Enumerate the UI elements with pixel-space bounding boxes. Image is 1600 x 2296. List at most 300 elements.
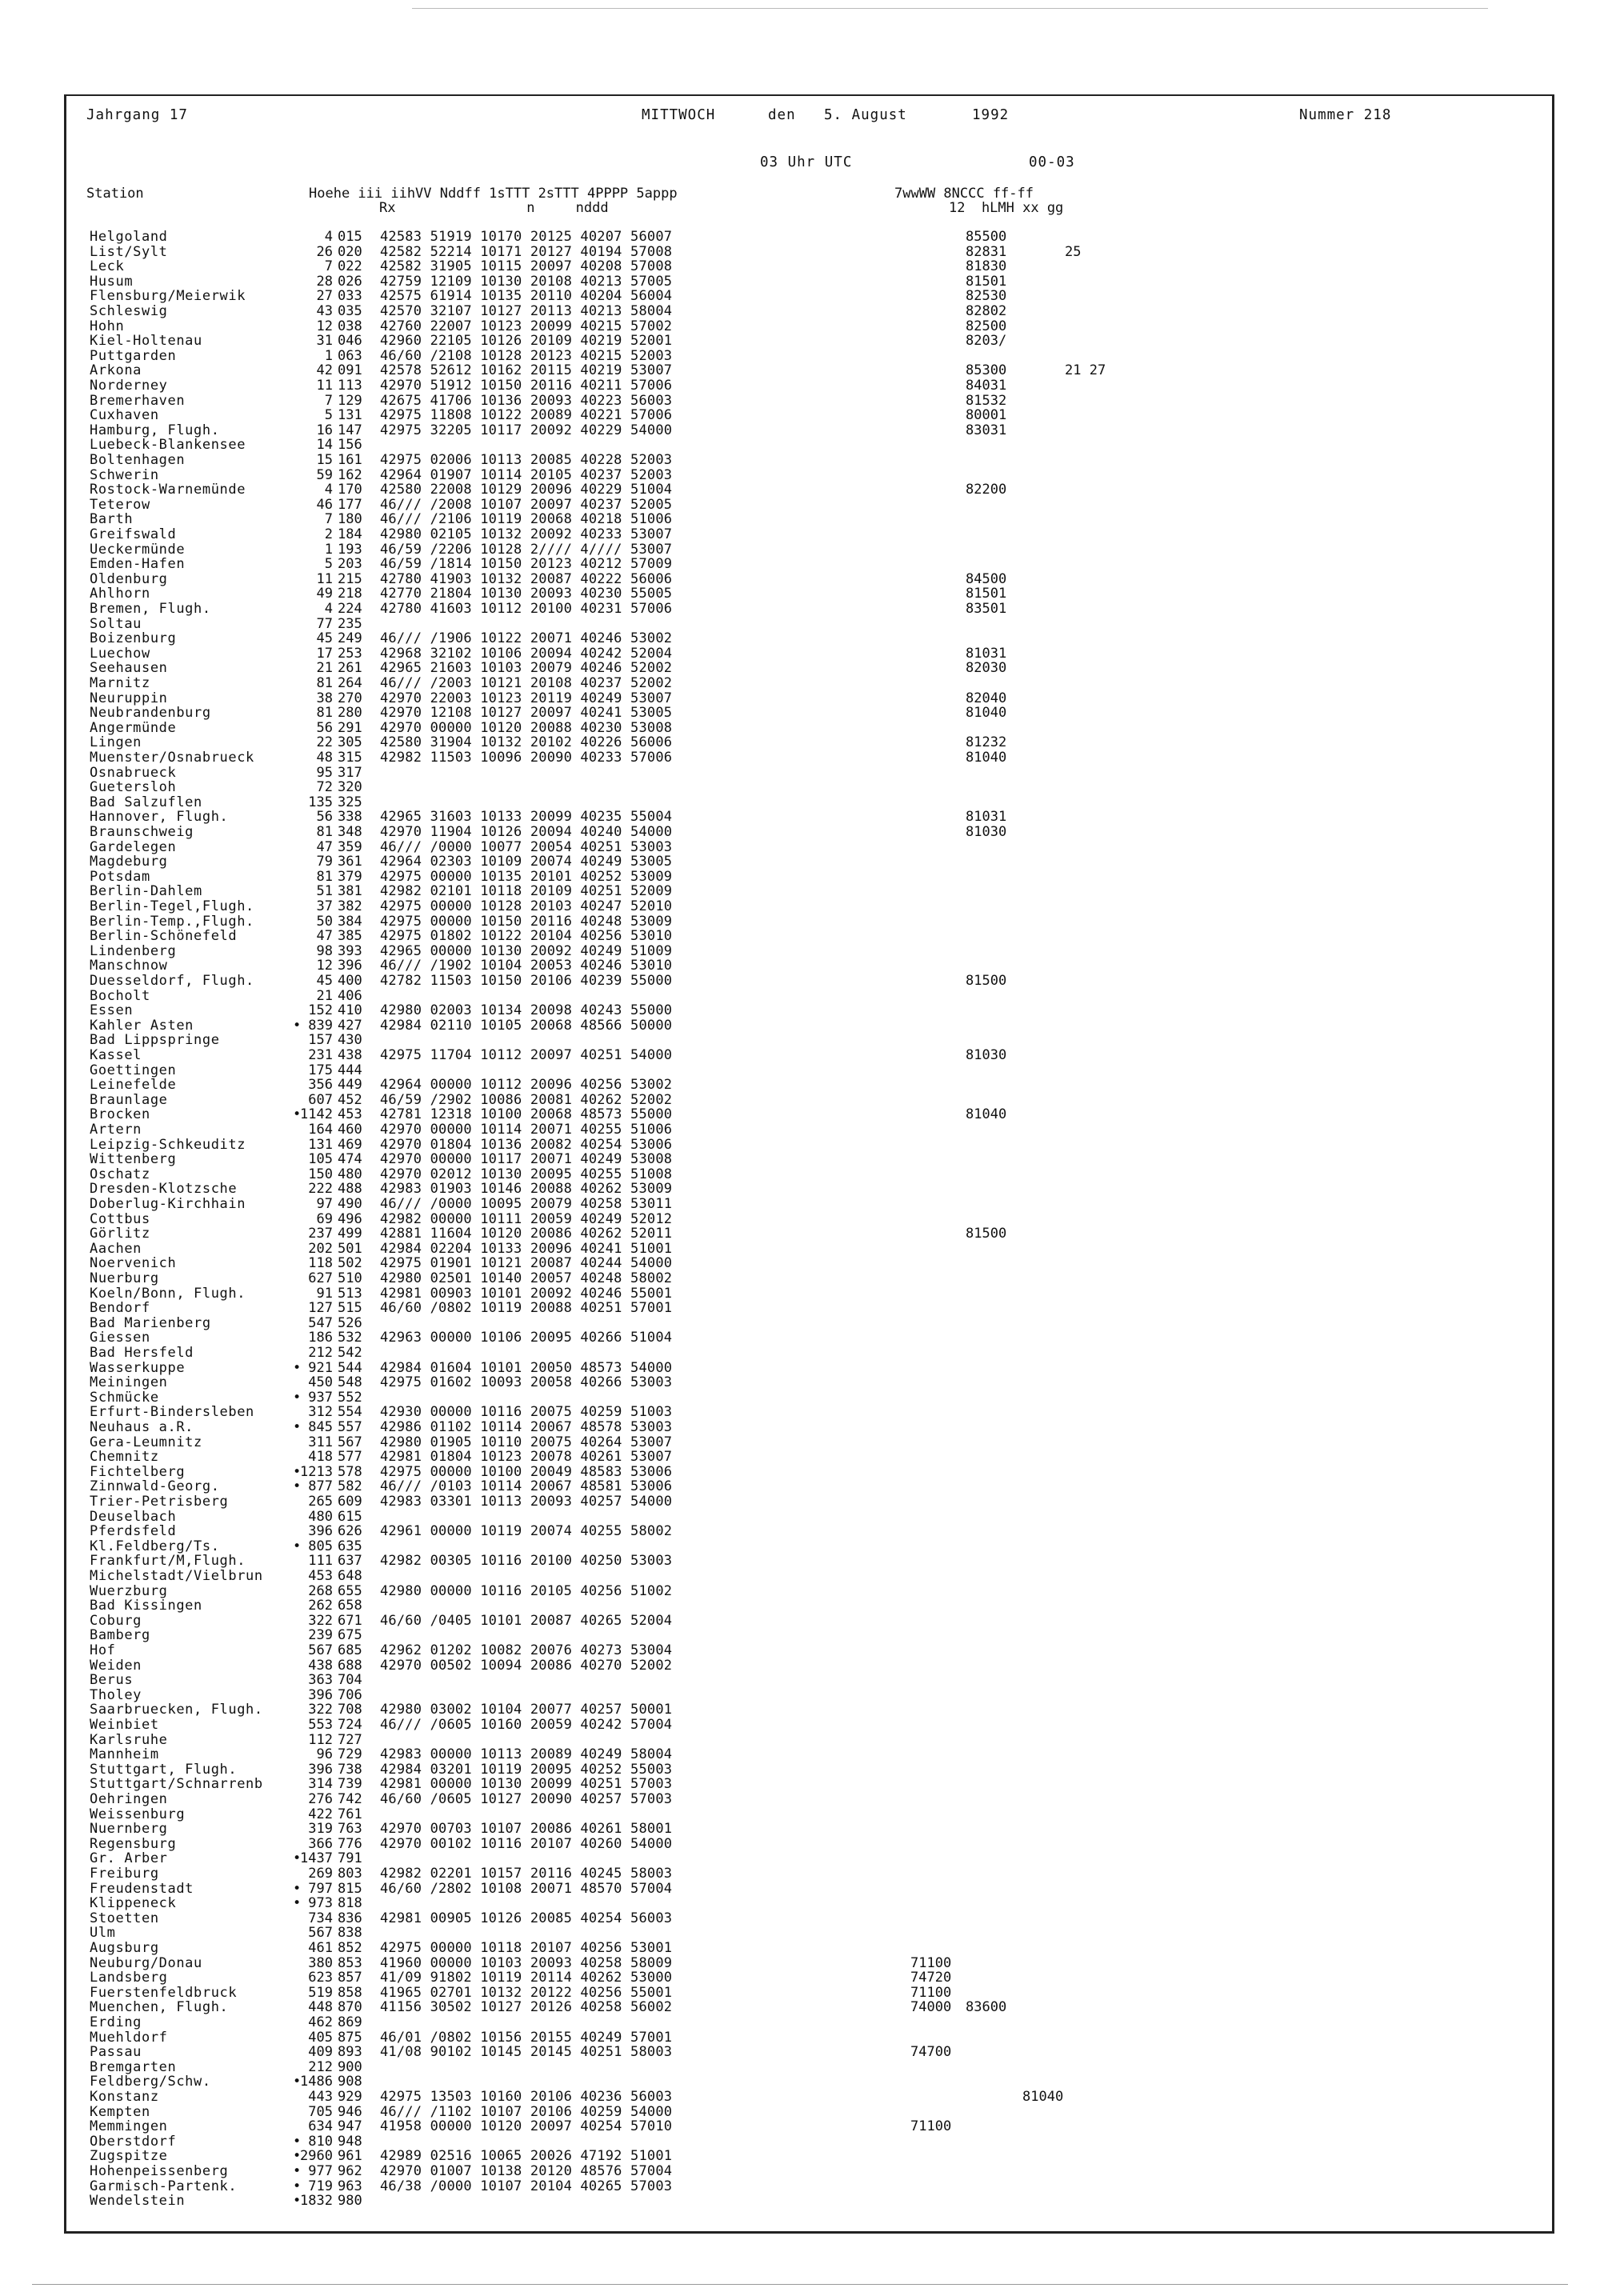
station-name: Doberlug-Kirchhain: [90, 1196, 246, 1212]
table-row: [0, 438, 1600, 453]
station-index: 948: [338, 2133, 362, 2150]
table-row: [0, 1986, 1600, 2001]
station-height: 21: [316, 987, 333, 1004]
station-index: 315: [338, 750, 362, 766]
group-8NCCC: 82040: [966, 690, 1007, 706]
station-name: Bremen, Flugh.: [90, 601, 211, 617]
station-height: 12: [316, 958, 333, 974]
station-height: 1: [324, 541, 333, 558]
group-8NCCC: 81030: [966, 824, 1007, 840]
station-name: Coburg: [90, 1612, 142, 1629]
group-8NCCC: 83501: [966, 601, 1007, 617]
station-height: 237: [308, 1226, 333, 1242]
table-row: [0, 512, 1600, 527]
station-name: Schleswig: [90, 303, 168, 319]
group-8NCCC: 81501: [966, 586, 1007, 602]
station-index: 270: [338, 690, 362, 706]
group-8NCCC: 81031: [966, 645, 1007, 662]
station-name: Dresden-Klotzsche: [90, 1181, 238, 1198]
station-name: Hannover, Flugh.: [90, 809, 229, 826]
table-row: [0, 1152, 1600, 1167]
table-row: [0, 245, 1600, 260]
table-row: [0, 408, 1600, 423]
table-row: [0, 2179, 1600, 2194]
station-height: 27: [316, 288, 333, 305]
station-name: Kiel-Holtenau: [90, 333, 202, 350]
station-index: 235: [338, 615, 362, 632]
station-index: 261: [338, 660, 362, 677]
station-index: 193: [338, 541, 362, 558]
synop-groups: 42970 00502 10094 20086 40270 52002: [380, 1657, 673, 1674]
group-7wwWW: 74000: [910, 1999, 952, 2016]
station-index: 870: [338, 1999, 362, 2016]
table-row: [0, 929, 1600, 944]
station-height: 805: [308, 1538, 333, 1554]
table-row: [0, 646, 1600, 662]
code-column-subheaders: Rx n nddd: [379, 200, 609, 216]
table-row: [0, 1167, 1600, 1182]
table-row: [0, 1762, 1600, 1778]
station-name: Schmücke: [90, 1389, 159, 1406]
station-height: 553: [308, 1717, 333, 1733]
synop-groups: 42782 11503 10150 20106 40239 55000: [380, 973, 673, 989]
station-name: Leinefelde: [90, 1077, 177, 1094]
mountain-marker: •: [293, 1538, 302, 1554]
station-index: 791: [338, 1850, 362, 1867]
synop-groups: 46/60 /0405 10101 20087 40265 52004: [380, 1612, 673, 1629]
station-height: 462: [308, 2014, 333, 2030]
group-8NCCC: 82831: [966, 243, 1007, 260]
extra-column-subheaders: 12 hLMH xx gg: [949, 200, 1064, 216]
station-index: 033: [338, 288, 362, 305]
table-row: [0, 1107, 1600, 1122]
synop-groups: 42780 41903 10132 20087 40222 56006: [380, 570, 673, 587]
station-name: Osnabrueck: [90, 764, 177, 781]
synop-groups: 42980 02105 10132 20092 40233 53007: [380, 526, 673, 542]
station-height: 47: [316, 838, 333, 855]
station-index: 635: [338, 1538, 362, 1554]
mountain-marker: •: [293, 1106, 302, 1123]
station-index: 161: [338, 452, 362, 468]
station-height: 312: [308, 1404, 333, 1421]
station-height: 186: [308, 1330, 333, 1346]
station-name: Oldenburg: [90, 570, 168, 587]
station-index: 325: [338, 794, 362, 810]
mountain-marker: •: [293, 2178, 302, 2194]
table-row: [0, 2045, 1600, 2060]
synop-groups: 42970 12108 10127 20097 40241 53005: [380, 705, 673, 722]
table-row: [0, 1569, 1600, 1584]
group-8NCCC: 84500: [966, 570, 1007, 587]
station-height: 164: [308, 1122, 333, 1138]
station-index: 063: [338, 347, 362, 364]
station-index: 567: [338, 1434, 362, 1450]
station-name: Neuruppin: [90, 690, 168, 706]
synop-groups: 42970 01007 10138 20120 48576 57004: [380, 2163, 673, 2179]
synop-groups: 42582 52214 10171 20127 40194 57008: [380, 243, 673, 260]
weekday-label: MITTWOCH: [642, 107, 716, 123]
table-row: [0, 1837, 1600, 1852]
station-height: 43: [316, 303, 333, 319]
station-height: 50: [316, 913, 333, 930]
station-height: 16: [316, 422, 333, 438]
table-row: [0, 661, 1600, 676]
station-height: 56: [316, 719, 333, 736]
table-row: [0, 1956, 1600, 1971]
table-row: [0, 1807, 1600, 1822]
station-index: 557: [338, 1419, 362, 1435]
station-name: Potsdam: [90, 868, 150, 885]
synop-groups: 46/60 /0605 10127 20090 40257 57003: [380, 1791, 673, 1807]
station-index: 177: [338, 496, 362, 513]
table-row: [0, 1256, 1600, 1271]
station-height: 81: [316, 705, 333, 722]
station-name: Wittenberg: [90, 1151, 177, 1168]
station-height: 2960: [300, 2148, 333, 2165]
table-row: [0, 899, 1600, 914]
synop-groups: 42962 01202 10082 20076 40273 53004: [380, 1642, 673, 1658]
station-index: 393: [338, 942, 362, 959]
station-height: 97: [316, 1196, 333, 1212]
station-name: Bremgarten: [90, 2058, 177, 2075]
synop-groups: 42981 00000 10130 20099 40251 57003: [380, 1776, 673, 1793]
station-name: Seehausen: [90, 660, 168, 677]
station-name: Leipzig-Schkeuditz: [90, 1136, 246, 1153]
synop-groups: 46/// /1906 10122 20071 40246 53002: [380, 630, 673, 647]
station-index: 763: [338, 1821, 362, 1838]
station-index: 893: [338, 2044, 362, 2061]
station-name: Berlin-Dahlem: [90, 883, 202, 900]
station-index: 836: [338, 1910, 362, 1926]
synop-groups: 42981 00903 10101 20092 40246 55001: [380, 1285, 673, 1302]
mountain-marker: •: [293, 1478, 302, 1495]
table-row: [0, 631, 1600, 646]
station-index: 727: [338, 1731, 362, 1748]
synop-groups: 42970 22003 10123 20119 40249 53007: [380, 690, 673, 706]
synop-groups: 46/// /0103 10114 20067 48581 53006: [380, 1478, 673, 1495]
station-index: 264: [338, 675, 362, 691]
synop-groups: 42570 32107 10127 20113 40213 58004: [380, 303, 673, 319]
station-index: 162: [338, 466, 362, 483]
synop-groups: 42975 00000 10100 20049 48583 53006: [380, 1463, 673, 1480]
station-name: Braunlage: [90, 1091, 168, 1108]
station-height: 409: [308, 2044, 333, 2061]
volume-label: Jahrgang 17: [86, 107, 188, 123]
table-row: [0, 1882, 1600, 1897]
station-index: 381: [338, 883, 362, 900]
synop-groups: 42970 02012 10130 20095 40255 51008: [380, 1166, 673, 1182]
table-row: [0, 884, 1600, 899]
station-name: Landsberg: [90, 1970, 168, 1986]
synop-groups: 42580 22008 10129 20096 40229 51004: [380, 482, 673, 498]
synop-groups: 42975 11808 10122 20089 40221 57006: [380, 407, 673, 424]
station-height: 634: [308, 2118, 333, 2135]
group-7wwWW: 71100: [910, 1984, 952, 2001]
station-index: 501: [338, 1240, 362, 1257]
station-name: Gr. Arber: [90, 1850, 168, 1867]
station-name: Boizenburg: [90, 630, 177, 647]
mountain-marker: •: [293, 1389, 302, 1406]
station-name: Stuttgart/Schnarrenb: [90, 1776, 263, 1793]
station-height: 42: [316, 362, 333, 379]
table-row: [0, 586, 1600, 602]
table-row: [0, 721, 1600, 736]
table-row: [0, 1242, 1600, 1257]
group-8NCCC: 81040: [966, 1106, 1007, 1123]
table-row: [0, 617, 1600, 632]
station-index: 908: [338, 2074, 362, 2090]
station-name: Duesseldorf, Flugh.: [90, 973, 254, 989]
table-row: [0, 989, 1600, 1004]
table-row: [0, 1226, 1600, 1242]
synop-groups: 42975 00000 10118 20107 40256 53001: [380, 1940, 673, 1956]
station-name: Helgoland: [90, 229, 168, 245]
station-index: 761: [338, 1806, 362, 1822]
synop-groups: 42970 00102 10116 20107 40260 54000: [380, 1835, 673, 1852]
synop-groups: 46/// /0000 10077 20054 40251 53003: [380, 838, 673, 855]
station-height: 705: [308, 2103, 333, 2120]
synop-groups: 42970 00703 10107 20086 40261 58001: [380, 1821, 673, 1838]
table-row: [0, 1688, 1600, 1703]
station-height: 405: [308, 2029, 333, 2046]
station-name: Passau: [90, 2044, 142, 2061]
station-height: 1213: [300, 1463, 333, 1480]
synop-groups: 42575 61914 10135 20110 40204 56004: [380, 288, 673, 305]
station-height: 47: [316, 928, 333, 945]
station-height: 38: [316, 690, 333, 706]
synop-groups: 42980 03002 10104 20077 40257 50001: [380, 1702, 673, 1718]
group-8NCCC: 82200: [966, 482, 1007, 498]
table-row: [0, 1658, 1600, 1674]
station-index: 359: [338, 838, 362, 855]
station-name: Kempten: [90, 2103, 150, 2120]
table-row: [0, 2194, 1600, 2209]
station-height: 607: [308, 1091, 333, 1108]
station-index: 091: [338, 362, 362, 379]
table-row: [0, 1941, 1600, 1956]
station-name: Muehldorf: [90, 2029, 168, 2046]
station-name: Berus: [90, 1672, 134, 1689]
station-height: 977: [308, 2163, 333, 2179]
station-height: 81: [316, 868, 333, 885]
synop-groups: 42582 31905 10115 20097 40208 57008: [380, 258, 673, 275]
station-name: Fuerstenfeldbruck: [90, 1984, 238, 2001]
station-index: 542: [338, 1345, 362, 1361]
group-8NCCC: 85500: [966, 229, 1007, 245]
station-height: 797: [308, 1880, 333, 1897]
table-row: [0, 974, 1600, 989]
station-height: 314: [308, 1776, 333, 1793]
station-index: 180: [338, 511, 362, 528]
station-index: 637: [338, 1553, 362, 1570]
station-height: 202: [308, 1240, 333, 1257]
synop-groups: 42975 11704 10112 20097 40251 54000: [380, 1047, 673, 1063]
station-name: Bendorf: [90, 1300, 150, 1317]
table-row: [0, 1524, 1600, 1539]
table-row: [0, 1003, 1600, 1018]
station-index: 499: [338, 1226, 362, 1242]
station-index: 738: [338, 1761, 362, 1778]
station-name: Oberstdorf: [90, 2133, 177, 2150]
mountain-marker: •: [293, 1880, 302, 1897]
synop-groups: 42960 22105 10126 20109 40219 52001: [380, 333, 673, 350]
station-index: 900: [338, 2058, 362, 2075]
station-name: Berlin-Temp.,Flugh.: [90, 913, 254, 930]
station-index: 513: [338, 1285, 362, 1302]
station-name: Stuttgart, Flugh.: [90, 1761, 238, 1778]
station-name: Ulm: [90, 1925, 116, 1942]
station-index: 253: [338, 645, 362, 662]
station-height: 1437: [300, 1850, 333, 1867]
synop-groups: 42982 02201 10157 20116 40245 58003: [380, 1866, 673, 1882]
station-height: 262: [308, 1598, 333, 1614]
synop-groups: 42975 00000 10150 20116 40248 53009: [380, 913, 673, 930]
station-name: Luechow: [90, 645, 150, 662]
station-height: 239: [308, 1627, 333, 1644]
station-index: 946: [338, 2103, 362, 2120]
station-height: 396: [308, 1761, 333, 1778]
group-7wwWW: 71100: [910, 2118, 952, 2135]
station-height: 4: [324, 601, 333, 617]
station-index: 460: [338, 1122, 362, 1138]
station-height: 380: [308, 1954, 333, 1971]
synop-groups: 42583 51919 10170 20125 40207 56007: [380, 229, 673, 245]
station-name: Lingen: [90, 734, 142, 751]
station-height: 418: [308, 1449, 333, 1466]
station-height: 448: [308, 1999, 333, 2016]
station-index: 026: [338, 273, 362, 290]
station-height: 56: [316, 809, 333, 826]
synop-groups: 42981 01804 10123 20078 40261 53007: [380, 1449, 673, 1466]
station-index: 348: [338, 824, 362, 840]
synop-groups: 42984 02204 10133 20096 40241 51001: [380, 1240, 673, 1257]
scan-edge-top: [412, 8, 1488, 9]
synop-groups: 46/// /2003 10121 20108 40237 52002: [380, 675, 673, 691]
station-name: Erding: [90, 2014, 142, 2030]
mountain-marker: •: [293, 2133, 302, 2150]
table-row: [0, 2119, 1600, 2134]
table-row: [0, 1970, 1600, 1986]
table-row: [0, 378, 1600, 394]
station-index: 947: [338, 2118, 362, 2135]
station-name: Kassel: [90, 1047, 142, 1063]
synop-groups: 42970 00000 10120 20088 40230 53008: [380, 719, 673, 736]
station-name: Zinnwald-Georg.: [90, 1478, 220, 1495]
synop-groups: 42970 01804 10136 20082 40254 53006: [380, 1136, 673, 1153]
synop-groups: 42970 11904 10126 20094 40240 54000: [380, 824, 673, 840]
mountain-marker: •: [293, 2163, 302, 2179]
synop-groups: 41965 02701 10132 20122 40256 55001: [380, 1984, 673, 2001]
station-index: 852: [338, 1940, 362, 1956]
station-height: 366: [308, 1835, 333, 1852]
group-8NCCC: 83600: [966, 1999, 1007, 2016]
station-name: Bad Marienberg: [90, 1314, 211, 1331]
station-name: Goettingen: [90, 1062, 177, 1078]
station-index: 688: [338, 1657, 362, 1674]
station-height: 105: [308, 1151, 333, 1168]
synop-groups: 42675 41706 10136 20093 40223 56003: [380, 392, 673, 409]
table-row: [0, 259, 1600, 274]
station-name: Weinbiet: [90, 1717, 159, 1733]
table-row: [0, 1182, 1600, 1197]
synop-groups: 41/08 90102 10145 20145 40251 58003: [380, 2044, 673, 2061]
station-height: 69: [316, 1210, 333, 1227]
synop-groups: 46/// /1102 10107 20106 40259 54000: [380, 2103, 673, 2120]
table-row: [0, 2060, 1600, 2075]
station-name: Manschnow: [90, 958, 168, 974]
table-row: [0, 1330, 1600, 1346]
table-row: [0, 304, 1600, 319]
station-height: 480: [308, 1508, 333, 1525]
station-index: 961: [338, 2148, 362, 2165]
station-name: Arkona: [90, 362, 142, 379]
station-height: 222: [308, 1181, 333, 1198]
station-index: 215: [338, 570, 362, 587]
table-row: [0, 1122, 1600, 1138]
station-name: Trier-Petrisberg: [90, 1494, 229, 1510]
station-height: 1142: [300, 1106, 333, 1123]
station-index: 526: [338, 1314, 362, 1331]
station-height: 175: [308, 1062, 333, 1078]
table-row: [0, 780, 1600, 795]
station-index: 384: [338, 913, 362, 930]
station-name: Lindenberg: [90, 942, 177, 959]
station-height: 623: [308, 1970, 333, 1986]
synop-groups: 46/59 /2206 10128 2//// 4//// 53007: [380, 541, 673, 558]
station-index: 438: [338, 1047, 362, 1063]
station-height: 547: [308, 1314, 333, 1331]
station-index: 129: [338, 392, 362, 409]
mountain-marker: •: [293, 2148, 302, 2165]
station-index: 582: [338, 1478, 362, 1495]
station-index: 858: [338, 1984, 362, 2001]
station-index: 382: [338, 898, 362, 914]
table-row: [0, 2149, 1600, 2164]
station-height: 77: [316, 615, 333, 632]
synop-groups: 46/60 /2108 10128 20123 40215 52003: [380, 347, 673, 364]
station-name: Brocken: [90, 1106, 150, 1123]
synop-groups: 46/// /2106 10119 20068 40218 51006: [380, 511, 673, 528]
station-name: Magdeburg: [90, 854, 168, 870]
station-name: Kl.Feldberg/Ts.: [90, 1538, 220, 1554]
station-index: 490: [338, 1196, 362, 1212]
table-row: [0, 2164, 1600, 2179]
station-height: 12: [316, 318, 333, 334]
synop-groups: 42982 00305 10116 20100 40250 53003: [380, 1553, 673, 1570]
table-row: [0, 1465, 1600, 1480]
station-name: Cuxhaven: [90, 407, 159, 424]
station-height: 49: [316, 586, 333, 602]
synop-groups: 46/// /1902 10104 20053 40246 53010: [380, 958, 673, 974]
mountain-marker: •: [293, 2193, 302, 2210]
station-height: 734: [308, 1910, 333, 1926]
station-name: Garmisch-Partenk.: [90, 2178, 238, 2194]
station-height: 48: [316, 750, 333, 766]
station-name: Berlin-Tegel,Flugh.: [90, 898, 254, 914]
table-row: [0, 944, 1600, 959]
station-name: Rostock-Warnemünde: [90, 482, 246, 498]
station-index: 320: [338, 779, 362, 796]
station-name: Wendelstein: [90, 2193, 186, 2210]
station-height: 422: [308, 1806, 333, 1822]
synop-groups: 42982 00000 10111 20059 40249 52012: [380, 1210, 673, 1227]
station-name: Noervenich: [90, 1255, 177, 1272]
table-row: [0, 870, 1600, 885]
station-name: Freudenstadt: [90, 1880, 194, 1897]
station-name: Kahler Asten: [90, 1017, 194, 1034]
station-index: 147: [338, 422, 362, 438]
station-column-header: Station: [86, 186, 144, 202]
